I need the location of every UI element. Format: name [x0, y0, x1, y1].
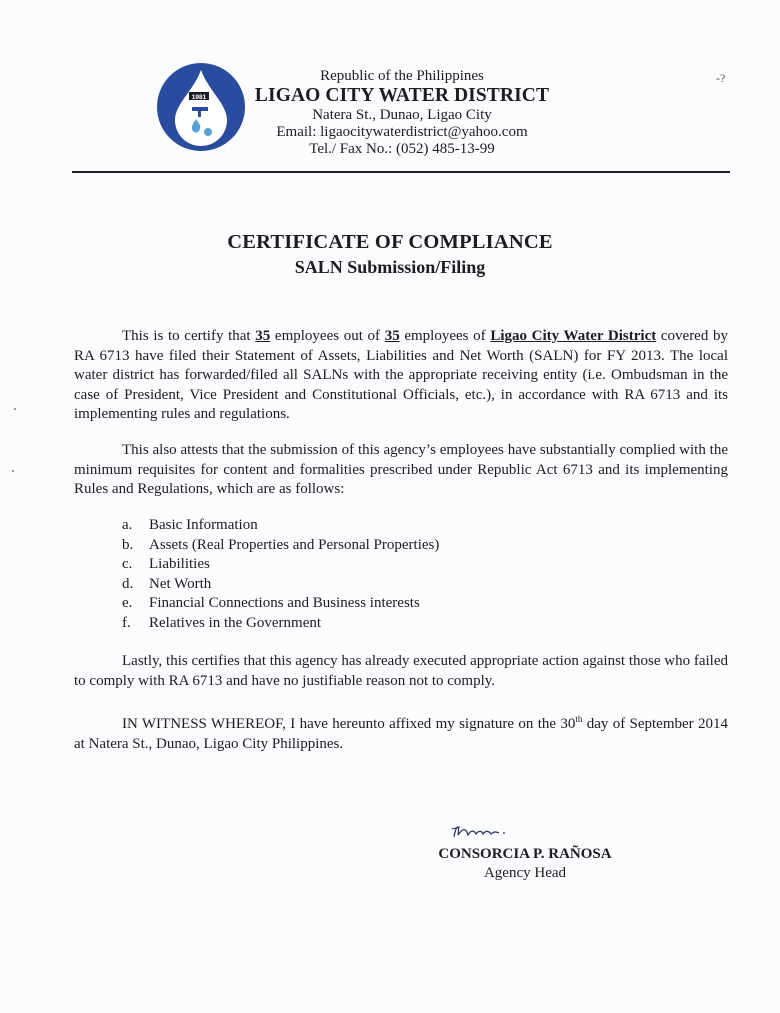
list-text: Assets (Real Properties and Personal Properties) — [149, 536, 440, 553]
title-main: CERTIFICATE OF COMPLIANCE — [227, 231, 553, 253]
email-line: Email: ligaocitywaterdistrict@yahoo.com — [276, 124, 528, 140]
letterhead-divider — [72, 171, 730, 173]
employees-filed-count: 35 — [255, 328, 271, 344]
phone-line: Tel./ Fax No.: (052) 485-13-99 — [309, 141, 495, 157]
list-item — [122, 536, 439, 556]
list-letter: d. — [122, 575, 134, 592]
paragraph-certification — [74, 327, 728, 425]
paragraph-attestation: This also attests that the submission of this agency’s employees have substantially complied with the minimum requisites for content and formalities prescribed under Republic Act 6713 and its implementing Rules and Regulations, which are as follows: — [74, 442, 728, 497]
corner-mark: -? — [716, 71, 726, 85]
list-item — [122, 614, 439, 634]
letterhead — [230, 68, 574, 158]
organization-name: LIGAO CITY WATER DISTRICT — [254, 85, 550, 106]
witness-text-b: day of September 2014 at Natera St., Dunao, Ligao City Philippines. — [74, 716, 728, 752]
list-text: Basic Information — [149, 517, 258, 533]
certificate-title — [0, 229, 780, 279]
witness-text-a: IN WITNESS WHEREOF, I have hereunto affixed my signature on the 30 — [122, 716, 576, 732]
scan-speck — [14, 408, 16, 410]
paragraph-witness — [74, 710, 728, 754]
scan-speck — [12, 470, 14, 472]
signatory-name: CONSORCIA P. RAÑOSA — [438, 846, 612, 862]
title-sub: SALN Submission/Filing — [294, 257, 486, 277]
agency-name: Ligao City Water District — [490, 328, 657, 344]
list-letter: e. — [122, 595, 133, 611]
signature-block — [400, 815, 650, 883]
list-text: Relatives in the Government — [149, 614, 322, 631]
logo-year-text: 1981 — [191, 94, 207, 101]
list-letter: c. — [122, 556, 133, 572]
list-letter: f. — [122, 614, 131, 631]
list-letter: b. — [122, 536, 134, 553]
requisites-list — [122, 516, 439, 633]
handwritten-signature — [446, 815, 536, 845]
ordinal-suffix: th — [575, 714, 583, 724]
list-text: Net Worth — [149, 575, 212, 592]
list-item — [122, 594, 439, 614]
p1-text-a: This is to certify that — [122, 328, 256, 344]
list-item — [122, 516, 439, 536]
list-letter: a. — [122, 517, 133, 533]
employees-total-count: 35 — [384, 328, 400, 344]
p1-text-d: covered by RA 6713 have filed their Statement of Assets, Liabilities and Net Worth (SALN) for FY 2013. The local water district has forwarded/filed all SALNs with the appropriate receiving entity (i.e. Ombudsman in the case of President, Vice President and Constitutional Officials, etc.), in accordance with RA 6713 and its implementing rules and regulations. — [74, 328, 729, 422]
signatory-position: Agency Head — [483, 865, 567, 881]
p1-text-c: employees of — [399, 328, 491, 344]
list-item — [122, 555, 439, 575]
list-item — [122, 575, 439, 595]
address-line: Natera St., Dunao, Ligao City — [312, 107, 492, 123]
p1-text-b: employees out of — [270, 328, 385, 344]
paragraph-lastly: Lastly, this certifies that this agency has already executed appropriate action against those who failed to comply with RA 6713 and have no justifiable reason not to comply. — [74, 653, 728, 689]
country-line: Republic of the Philippines — [320, 68, 484, 84]
list-text: Financial Connections and Business interests — [149, 595, 420, 611]
list-text: Liabilities — [149, 556, 210, 572]
